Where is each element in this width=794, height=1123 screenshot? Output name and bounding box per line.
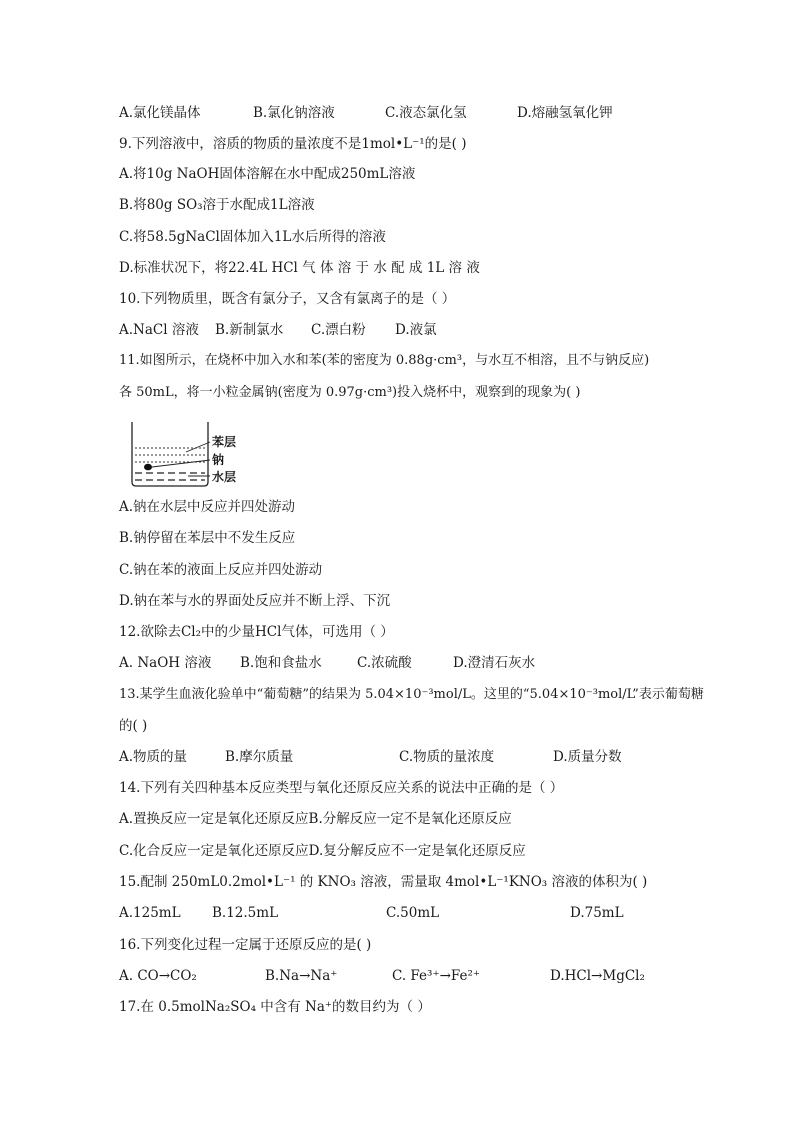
leader-benzene	[186, 442, 210, 452]
q9-option-a: A.将10g NaOH固体溶解在水中配成250mL溶液	[119, 166, 416, 182]
leader-sodium	[152, 460, 210, 467]
q9-option-b: B.将80g SO₃溶于水配成1L溶液	[119, 197, 315, 213]
q15-option-d: D.75mL	[570, 905, 624, 921]
q15-stem: 15.配制 250mL0.2mol•L⁻¹ 的 KNO₃ 溶液，需量取 4mol•L⁻¹KNO₃ 溶液的体积为( )	[119, 874, 648, 890]
q13-option-d: D.质量分数	[553, 749, 622, 765]
q10-option-d: D.液氯	[395, 322, 437, 338]
q8-option-a: A.氯化镁晶体	[119, 105, 201, 121]
q10-stem: 10.下列物质里，既含有氯分子，又含有氯离子的是（ ）	[119, 291, 456, 307]
label-sodium: 钠	[212, 453, 225, 467]
q8-option-b: B.氯化钠溶液	[253, 105, 335, 121]
beaker-diagram	[130, 418, 260, 490]
q16-option-a: A. CO→CO₂	[119, 968, 197, 984]
q9-option-c: C.将58.5gNaCl固体加入1L水后所得的溶液	[119, 229, 386, 245]
q16-option-c: C. Fe³⁺→Fe²⁺	[392, 968, 481, 984]
q8-option-d: D.熔融氢氧化钾	[517, 105, 613, 121]
q13-stem-line1: 13.某学生血液化验单中“葡萄糖”的结果为 5.04×10⁻³mol/L。这里的“5.04×10⁻³mol/L”表示葡萄糖	[119, 687, 704, 702]
q9-stem: 9.下列溶液中，溶质的物质的量浓度不是1mol•L⁻¹的是( )	[119, 136, 467, 152]
q12-option-d: D.澄清石灰水	[453, 655, 536, 671]
q9-option-d: D.标准状况下，将22.4L HCl 气 体 溶 于 水 配 成 1L 溶 液	[119, 260, 480, 276]
q16-stem: 16.下列变化过程一定属于还原反应的是( )	[119, 937, 372, 953]
q10-option-b: B.新制氯水	[215, 322, 284, 338]
q10-option-a: A.NaCl 溶液	[119, 322, 199, 338]
q12-stem: 12.欲除去Cl₂中的少量HCl气体，可选用（ ）	[119, 624, 394, 640]
beaker-figure	[130, 418, 260, 490]
q13-stem-line2: 的( )	[119, 718, 148, 734]
q16-option-d: D.HCl→MgCl₂	[550, 968, 645, 984]
q11-option-c: C.钠在苯的液面上反应并四处游动	[119, 562, 323, 578]
q11-option-a: A.钠在水层中反应并四处游动	[119, 499, 296, 515]
label-water-layer: 水层	[212, 470, 237, 484]
q11-stem-line2: 各 50mL，将一小粒金属钠(密度为 0.97g·cm³)投入烧杯中，观察到的现象为( )	[119, 385, 581, 400]
q11-option-d: D.钠在苯与水的界面处反应并不断上浮、下沉	[119, 593, 391, 609]
label-benzene-layer: 苯层	[212, 435, 237, 449]
q10-option-c: C.漂白粉	[311, 322, 366, 338]
q17-stem: 17.在 0.5molNa₂SO₄ 中含有 Na⁺的数目约为（ ）	[119, 999, 431, 1015]
q11-option-b: B.钠停留在苯层中不发生反应	[119, 530, 296, 546]
q11-stem-line1: 11.如图所示，在烧杯中加入水和苯(苯的密度为 0.88g·cm³，与水互不相溶，且不与钠反应)	[119, 353, 650, 368]
q16-option-b: B.Na→Na⁺	[265, 968, 338, 984]
q12-option-b: B.饱和食盐水	[240, 655, 322, 671]
q12-option-a: A. NaOH 溶液	[119, 655, 212, 671]
q15-option-c: C.50mL	[386, 905, 440, 921]
q15-option-a: A.125mL	[119, 905, 181, 921]
q14-options-line2: C.化合反应一定是氧化还原反应D.复分解反应不一定是氧化还原反应	[119, 843, 526, 859]
q15-option-b: B.12.5mL	[212, 905, 279, 921]
q12-option-c: C.浓硫酸	[357, 655, 412, 671]
q13-option-c: C.物质的量浓度	[399, 749, 495, 765]
q13-option-b: B.摩尔质量	[225, 749, 294, 765]
q13-option-a: A.物质的量	[119, 749, 188, 765]
q14-options-line1: A.置换反应一定是氧化还原反应B.分解反应一定不是氧化还原反应	[119, 811, 512, 827]
q14-stem: 14.下列有关四种基本反应类型与氧化还原反应关系的说法中正确的是（ ）	[119, 780, 564, 796]
sodium-particle	[144, 464, 152, 471]
q8-option-c: C.液态氯化氢	[385, 105, 467, 121]
